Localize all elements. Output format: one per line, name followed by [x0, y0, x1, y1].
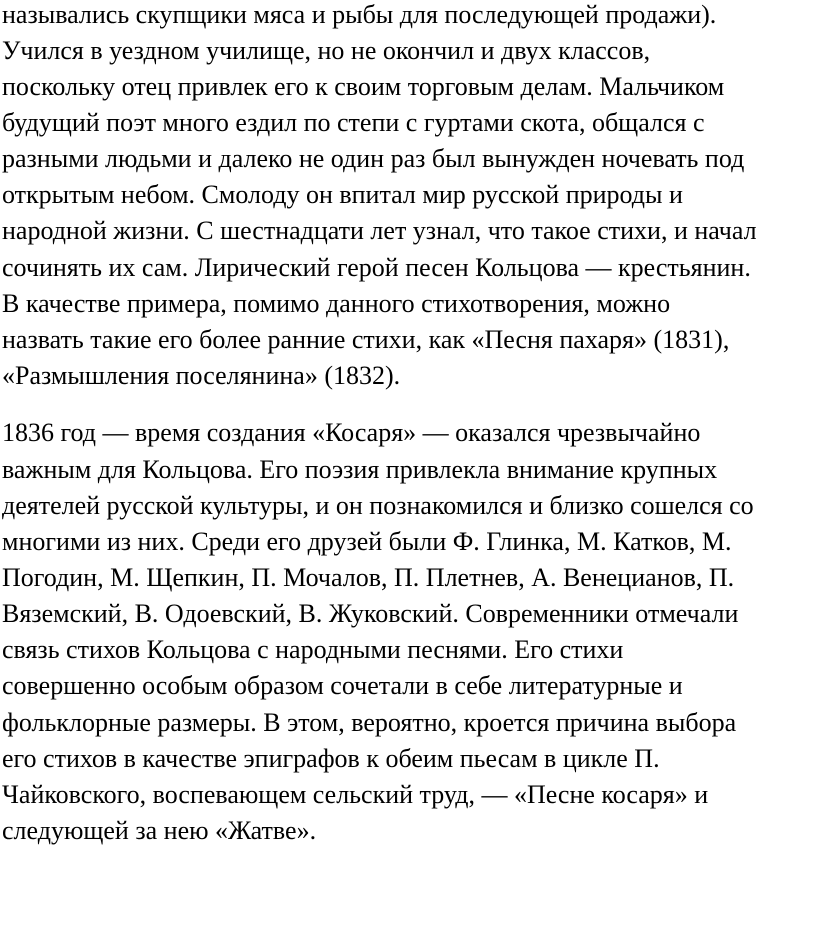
paragraph-1-line-5: разными людьми и далеко не один раз был вынужден ночевать под: [2, 144, 745, 173]
paragraph-1-line-6: открытым небом. Смолоду он впитал мир русской природы и: [2, 180, 683, 209]
paragraph-2-line-4: многими из них. Среди его друзей были Ф. Глинка, М. Катков, М.: [2, 527, 732, 556]
paragraph-2-line-12: следующей за нею «Жатве».: [2, 816, 317, 845]
paragraph-2-line-10: его стихов в качестве эпиграфов к обеим пьесам в цикле П.: [2, 744, 660, 773]
paragraph-2-line-9: фольклорные размеры. В этом, вероятно, кроется причина выбора: [2, 708, 737, 737]
paragraph-1-line-4: будущий поэт много ездил по степи с гуртами скота, общался с: [2, 108, 705, 137]
paragraph-1-line-11: «Размышления поселянина» (1832).: [2, 361, 401, 390]
paragraph-2-line-5: Погодин, М. Щепкин, П. Мочалов, П. Плетнев, А. Венецианов, П.: [2, 563, 735, 592]
paragraph-2-line-11: Чайковского, воспевающем сельский труд, — «Песне косаря» и: [2, 780, 709, 809]
paragraph-1-line-8: сочинять их сам. Лирический герой песен Кольцова — крестьянин.: [2, 253, 751, 282]
paragraph-2-line-2: важным для Кольцова. Его поэзия привлекла внимание крупных: [2, 455, 718, 484]
paragraph-1-line-7: народной жизни. С шестнадцати лет узнал, что такое стихи, и начал: [2, 216, 757, 245]
paragraph-1-line-10: назвать такие его более ранние стихи, как «Песня пахаря» (1831),: [2, 325, 730, 354]
paragraph-1-line-2: Учился в уездном училище, но не окончил и двух классов,: [2, 36, 651, 65]
paragraph-2-line-8: совершенно особым образом сочетали в себе литературные и: [2, 671, 683, 700]
paragraph-2-line-3: деятелей русской культуры, и он познакомился и близко сошелся со: [2, 491, 754, 520]
paragraph-2-line-7: связь стихов Кольцова с народными песнями. Его стихи: [2, 635, 624, 664]
paragraph-1-line-9: В качестве примера, помимо данного стихотворения, можно: [2, 289, 671, 318]
paragraph-1-line-3: поскольку отец привлек его к своим торговым делам. Мальчиком: [2, 72, 725, 101]
paragraph-2-line-1: 1836 год — время создания «Косаря» — оказался чрезвычайно: [2, 418, 701, 447]
paragraph-1-line-1: назывались скупщики мяса и рыбы для последующей продажи).: [2, 0, 717, 29]
paragraph-2-line-6: Вяземский, В. Одоевский, В. Жуковский. Современники отмечали: [2, 599, 739, 628]
